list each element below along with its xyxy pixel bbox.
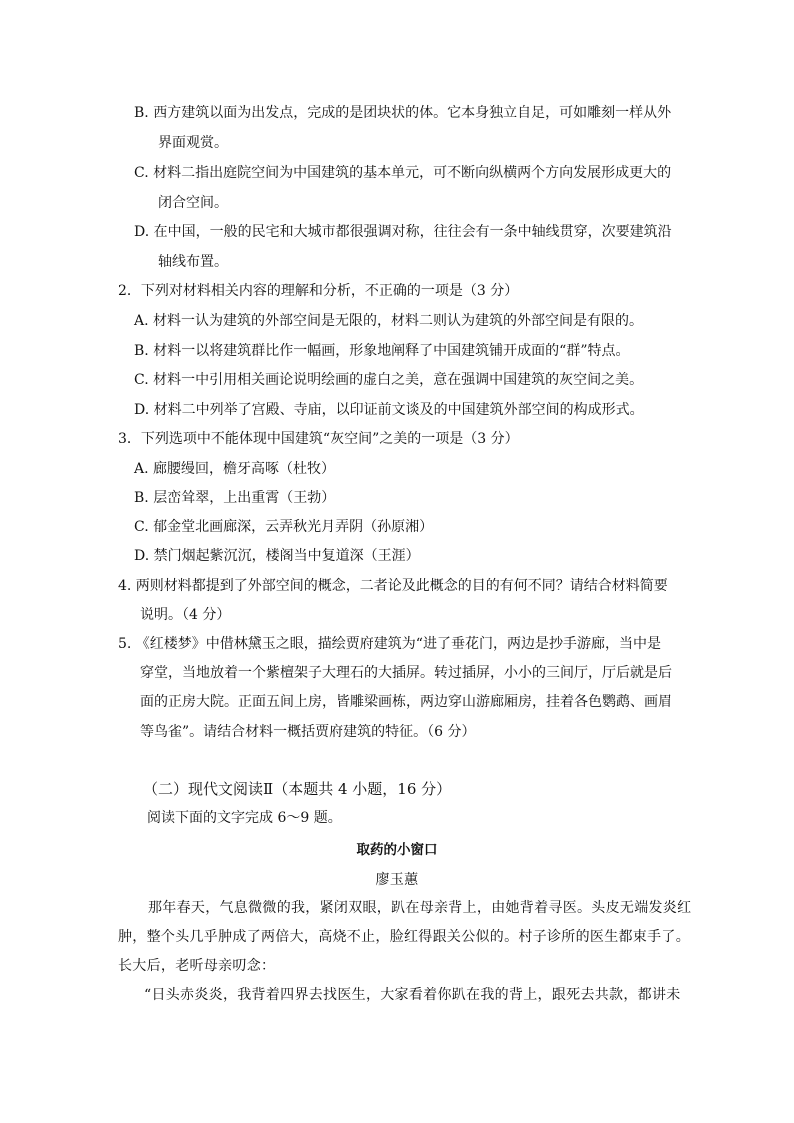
q5-line3: 面的正房大院。正面五间上房，皆雕梁画栋，两边穿山游廊厢房，挂着各色鹦鹉、画眉 xyxy=(140,694,672,710)
q4-line2: 说明。（4 分） xyxy=(140,607,231,623)
article-p1-line3: 长大后，老听母亲叨念： xyxy=(118,958,276,974)
q2-option-d: D. 材料二中列举了宫殿、寺庙，以印证前文谈及的中国建筑外部空间的构成形式。 xyxy=(134,402,644,418)
q5-line2: 穿堂，当地放着一个紫檀架子大理石的大插屏。转过插屏，小小的三间厅，厅后就是后 xyxy=(140,665,672,681)
q1-option-b-line2: 界面观赏。 xyxy=(158,135,228,151)
article-author: 廖玉蕙 xyxy=(375,872,419,888)
article-p2-line1: “日头赤炎炎，我背着四界去找医生，大家看着你趴在我的背上，跟死去共款，都讲未 xyxy=(144,987,681,1003)
article-p1-line2: 肿，整个头几乎肿成了两倍大，高烧不止，脸红得跟关公似的。村子诊所的医生都束手了。 xyxy=(118,929,690,945)
q5-line4: 等鸟雀”。请结合材料一概括贾府建筑的特征。（6 分） xyxy=(140,724,476,740)
q3-stem: 3．下列选项中不能体现中国建筑“灰空间”之美的一项是（3 分） xyxy=(118,431,519,447)
section-heading: （二）现代文阅读Ⅱ（本题共 4 小题，16 分） xyxy=(143,780,452,798)
q3-option-b: B. 层峦耸翠，上出重霄（王勃） xyxy=(134,490,336,506)
q2-option-b: B. 材料一以将建筑群比作一幅画，形象地阐释了中国建筑铺开成面的“群”特点。 xyxy=(134,343,630,359)
article-p1-line1: 那年春天，气息微微的我，紧闭双眼，趴在母亲背上，由她背着寻医。头皮无端发炎红 xyxy=(148,900,692,916)
q1-option-c-line1: C. 材料二指出庭院空间为中国建筑的基本单元，可不断向纵横两个方向发展形成更大的 xyxy=(134,165,672,181)
q1-option-d-line1: D. 在中国，一般的民宅和大城市都很强调对称，往往会有一条中轴线贯穿，次要建筑沿 xyxy=(134,224,672,240)
q1-option-b-line1: B. 西方建筑以面为出发点，完成的是团块状的体。它本身独立自足，可如雕刻一样从外 xyxy=(134,105,672,121)
q3-option-c: C. 郁金堂北画廊深，云弄秋光月弄阴（孙原湘） xyxy=(134,519,434,535)
q3-option-a: A. 廊腰缦回，檐牙高啄（杜牧） xyxy=(134,461,336,477)
q4-line1: 4. 两则材料都提到了外部空间的概念，二者论及此概念的目的有何不同？请结合材料简要 xyxy=(118,578,668,594)
section-instruction: 阅读下面的文字完成 6～9 题。 xyxy=(147,810,342,826)
q2-stem: 2．下列对材料相关内容的理解和分析，不正确的一项是（3 分） xyxy=(118,283,519,299)
q1-option-d-line2: 轴线布置。 xyxy=(158,254,228,270)
q5-line1: 5. 《红楼梦》中借林黛玉之眼，描绘贾府建筑为“进了垂花门，两边是抄手游廊，当中是 xyxy=(118,636,661,652)
q2-option-c: C. 材料一中引用相关画论说明绘画的虚白之美，意在强调中国建筑的灰空间之美。 xyxy=(134,372,644,388)
q2-option-a: A. 材料一认为建筑的外部空间是无限的，材料二则认为建筑的外部空间是有限的。 xyxy=(134,313,644,329)
article-title: 取药的小窗口 xyxy=(356,842,438,858)
q3-option-d: D. 禁门烟起紫沉沉，楼阁当中复道深（王涯） xyxy=(134,548,420,564)
q1-option-c-line2: 闭合空间。 xyxy=(158,195,228,211)
